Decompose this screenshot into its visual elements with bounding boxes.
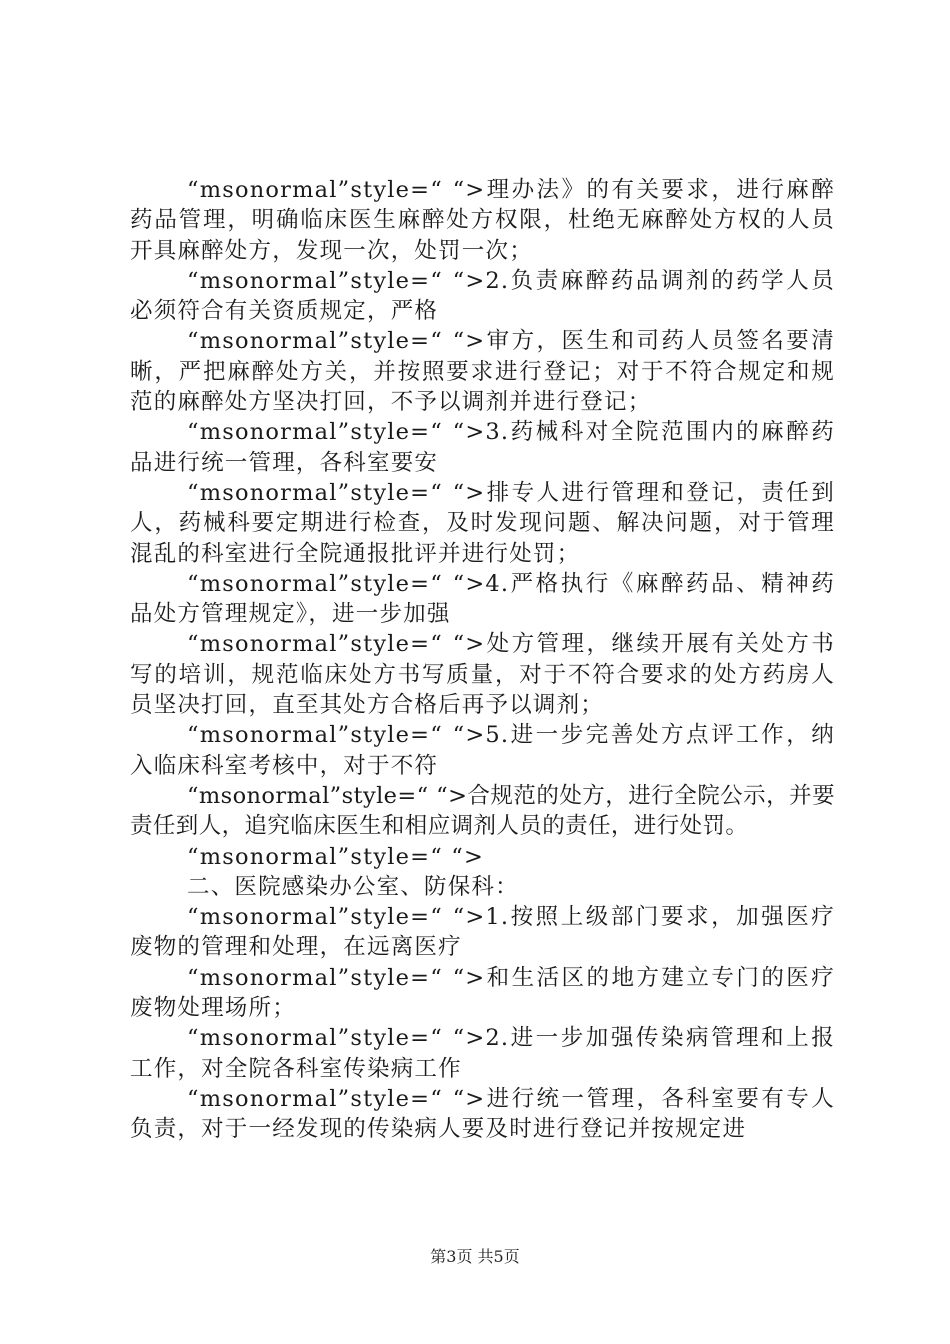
paragraph-13: “msonormal”style=“ “>2.进一步加强传染病管理和上报工作，对全院各科室传染病工作 — [130, 1025, 835, 1082]
paragraph-5: “msonormal”style=“ “>排专人进行管理和登记，责任到人，药械科要定期进行检查，及时发现问题、解决问题，对于管理混乱的科室进行全院通报批评并进行处罚； — [130, 479, 835, 567]
paragraph-8: “msonormal”style=“ “>5.进一步完善处方点评工作，纳入临床科室考核中，对于不符 — [130, 722, 835, 779]
paragraph-10: “msonormal”style=“ “> — [187, 843, 485, 870]
page-number-footer: 第3页 共5页 — [430, 1247, 520, 1266]
paragraph-9: “msonormal”style=“ “>合规范的处方，进行全院公示，并要责任到人，追究临床医生和相应调剂人员的责任，进行处罚。 — [130, 782, 835, 840]
paragraph-7: “msonormal”style=“ “>处方管理，继续开展有关处方书写的培训，规范临床处方书写质量，对于不符合要求的处方药房人员坚决打回，直至其处方合格后再予以调剂； — [130, 631, 835, 719]
paragraph-1: “msonormal”style=“ “>理办法》的有关要求，进行麻醉药品管理，明确临床医生麻醉处方权限，杜绝无麻醉处方权的人员开具麻醉处方，发现一次，处罚一次； — [130, 177, 835, 264]
paragraph-3: “msonormal”style=“ “>审方，医生和司药人员签名要清晰，严把麻醉处方关，并按照要求进行登记；对于不符合规定和规范的麻醉处方坚决打回，不予以调剂并进行登记； — [130, 328, 835, 416]
paragraph-12: “msonormal”style=“ “>和生活区的地方建立专门的医疗废物处理场所； — [130, 964, 835, 1022]
paragraph-2: “msonormal”style=“ “>2.负责麻醉药品调剂的药学人员必须符合有关资质规定，严格 — [130, 267, 835, 325]
paragraph-11: “msonormal”style=“ “>1.按照上级部门要求，加强医疗废物的管理和处理，在远离医疗 — [130, 904, 835, 961]
section-heading: 二、医院感染办公室、防保科： — [187, 873, 519, 900]
paragraph-6: “msonormal”style=“ “>4.严格执行《麻醉药品、精神药品处方管理规定》，进一步加强 — [130, 570, 835, 628]
document-body — [130, 175, 835, 1145]
paragraph-14: “msonormal”style=“ “>进行统一管理，各科室要有专人负责，对于一经发现的传染病人要及时进行登记并按规定进 — [130, 1085, 835, 1143]
paragraph-4: “msonormal”style=“ “>3.药械科对全院范围内的麻醉药品进行统一管理，各科室要安 — [130, 419, 835, 476]
